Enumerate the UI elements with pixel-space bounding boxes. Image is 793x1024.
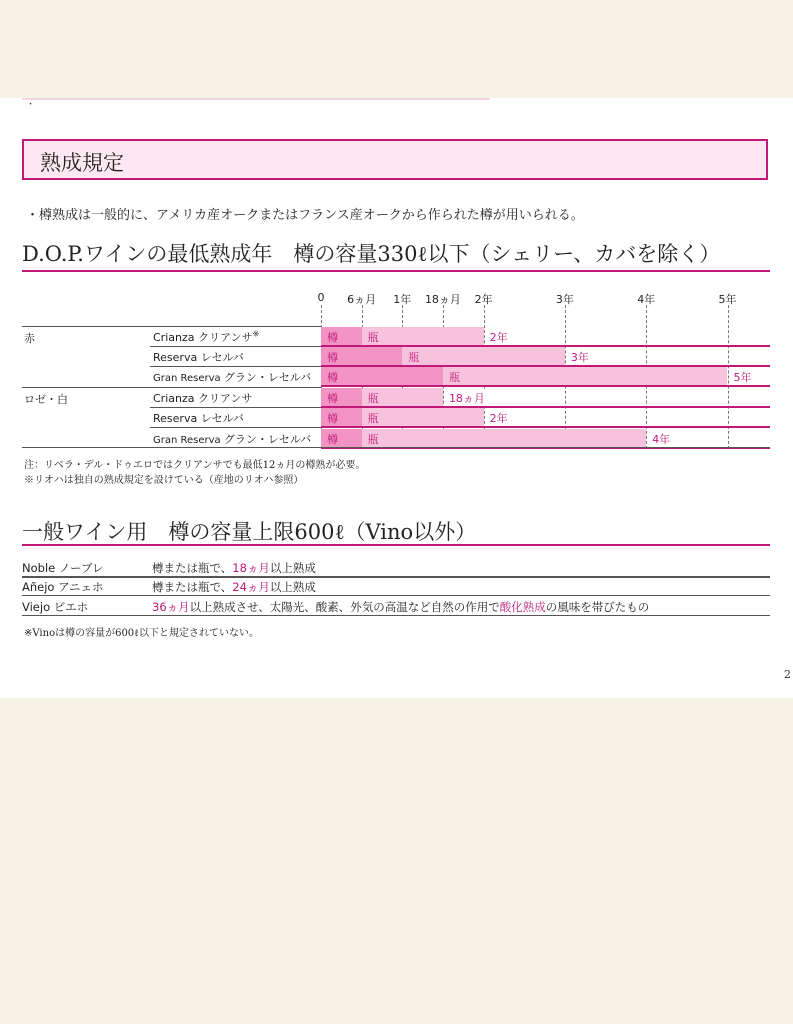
general-row: [22, 558, 770, 576]
dop-heading-rule: [22, 270, 770, 272]
row-separator: [150, 407, 321, 408]
minimum-total-label: 2年: [489, 331, 508, 344]
timeline-tick: 4年: [637, 293, 656, 306]
general-row-rule-text: [152, 579, 316, 595]
aging-row-rose-gran-reserva-label: [153, 431, 311, 447]
category-separator: [22, 387, 321, 388]
highlight-text: 18ヵ月: [232, 561, 270, 575]
dop-heading: D.O.P.ワインの最低熟成年 樽の容量330ℓ以下（シェリー、カバを除く）: [22, 242, 721, 266]
timeline-tick: 2年: [474, 293, 493, 306]
minimum-total-label: 3年: [570, 351, 589, 364]
bottle-label: 瓶: [367, 412, 379, 425]
row-bottom-rule: [321, 426, 770, 428]
general-row-rule: [22, 595, 770, 596]
section-header: [22, 139, 768, 180]
bottle-segment: [402, 347, 565, 365]
barrel-label: 樽: [327, 412, 338, 425]
row-separator: [150, 346, 321, 347]
general-row-name: Noble ノーブレ: [22, 561, 104, 575]
timeline-tick: 5年: [718, 293, 737, 306]
aging-row-red-crianza-label: [153, 329, 259, 345]
general-row-rule-text: [152, 560, 316, 576]
barrel-segment: [321, 388, 362, 406]
barrel-segment: [321, 429, 362, 447]
barrel-label: 樽: [327, 331, 338, 344]
document-page: [0, 98, 793, 698]
body-text: 樽または瓶で、: [152, 580, 233, 594]
highlight-text: 酸化熟成: [499, 600, 546, 614]
label-es: Reserva: [153, 412, 201, 425]
barrel-label: 樽: [327, 371, 338, 384]
bottle-label: 瓶: [448, 371, 460, 384]
top-divider: [22, 98, 490, 100]
general-row: [22, 577, 770, 595]
highlight-text: 36ヵ月: [152, 600, 190, 614]
bottle-segment: [362, 388, 443, 406]
row-separator: [150, 427, 321, 428]
top-bullet: ・: [26, 100, 36, 110]
label-es: Reserva: [153, 351, 201, 364]
label-es: Gran Reserva: [153, 373, 224, 384]
page-number: 2: [784, 668, 791, 681]
label-ja: レセルバ: [200, 412, 244, 425]
general-row-rule-text: [152, 599, 649, 615]
minimum-total-label: 5年: [733, 371, 752, 384]
highlight-text: 24ヵ月: [232, 580, 270, 594]
general-row: [22, 597, 770, 615]
bottle-label: 瓶: [408, 351, 420, 364]
bottle-segment: [362, 327, 484, 345]
barrel-label: 樽: [327, 392, 338, 405]
aging-row-red-reserva-label: [153, 349, 244, 365]
label-es: Crianza: [153, 392, 198, 405]
bottle-label: 瓶: [367, 433, 379, 446]
general-heading: 一般ワイン用 樽の容量上限600ℓ（Vino以外）: [22, 520, 477, 544]
label-ja: クリアンサ: [197, 392, 253, 405]
label-ja: レセルバ: [200, 351, 244, 364]
body-text: 以上熟成: [269, 561, 316, 575]
bottle-segment: [362, 429, 647, 447]
label-es: Crianza: [153, 331, 198, 344]
body-text: の風味を帯びたもの: [545, 600, 650, 614]
table-bottom-rule: [22, 447, 770, 448]
footnote-rioja: ※リオハは独自の熟成規定を設けている（産地のリオハ参照）: [24, 475, 304, 486]
bottle-label: 瓶: [367, 331, 379, 344]
barrel-segment: [321, 347, 402, 365]
minimum-total-label: 18ヵ月: [448, 392, 485, 405]
general-heading-rule: [22, 544, 770, 546]
minimum-total-label: 4年: [652, 433, 671, 446]
row-separator: [150, 366, 321, 367]
row-bottom-rule: [321, 385, 770, 387]
label-note-mark: ※: [252, 329, 260, 339]
general-row-name: Añejo アニェホ: [22, 580, 104, 594]
category-rose-white: ロゼ・白: [24, 393, 68, 406]
barrel-segment: [321, 408, 362, 426]
category-separator: [22, 326, 321, 327]
bottle-segment: [443, 367, 728, 385]
barrel-segment: [321, 327, 362, 345]
body-text: 以上熟成: [269, 580, 316, 594]
barrel-label: 樽: [327, 433, 338, 446]
barrel-segment: [321, 367, 443, 385]
timeline-tick: 6ヵ月: [347, 293, 377, 306]
bottle-segment: [362, 408, 484, 426]
section-title: 熟成規定: [40, 151, 124, 175]
minimum-total-label: 2年: [489, 412, 508, 425]
general-footnote: ※Vinoは樽の容量が600ℓ以下と規定されていない。: [24, 628, 259, 639]
barrel-label: 樽: [327, 351, 338, 364]
timeline-tick: 0: [317, 291, 325, 304]
aging-row-rose-reserva-label: [153, 410, 244, 426]
body-text: 以上熟成させ、太陽光、酸素、外気の高温など自然の作用で: [189, 600, 500, 614]
label-ja: クリアンサ: [197, 331, 253, 344]
aging-row-rose-crianza-label: [153, 390, 253, 406]
bottle-label: 瓶: [367, 392, 379, 405]
label-es: Gran Reserva: [153, 435, 224, 446]
general-row-rule: [22, 615, 770, 616]
aging-row-red-gran-reserva-label: [153, 369, 311, 385]
general-row-name: Viejo ビエホ: [22, 600, 89, 614]
timeline-tick: 1年: [393, 293, 412, 306]
timeline-tick: 18ヵ月: [424, 293, 461, 306]
footnote-ribera: 注：リベラ・デル・ドゥエロではクリアンサでも最低12ヵ月の樽熟が必要。: [24, 460, 366, 471]
intro-note: ・樽熟成は一般的に、アメリカ産オークまたはフランス産オークから作られた樽が用いられる。: [26, 208, 584, 223]
label-ja: グラン・レセルバ: [223, 371, 312, 384]
body-text: 樽または瓶で、: [152, 561, 233, 575]
category-red: 赤: [24, 332, 35, 345]
timeline-tick: 3年: [555, 293, 574, 306]
label-ja: グラン・レセルバ: [223, 433, 312, 446]
